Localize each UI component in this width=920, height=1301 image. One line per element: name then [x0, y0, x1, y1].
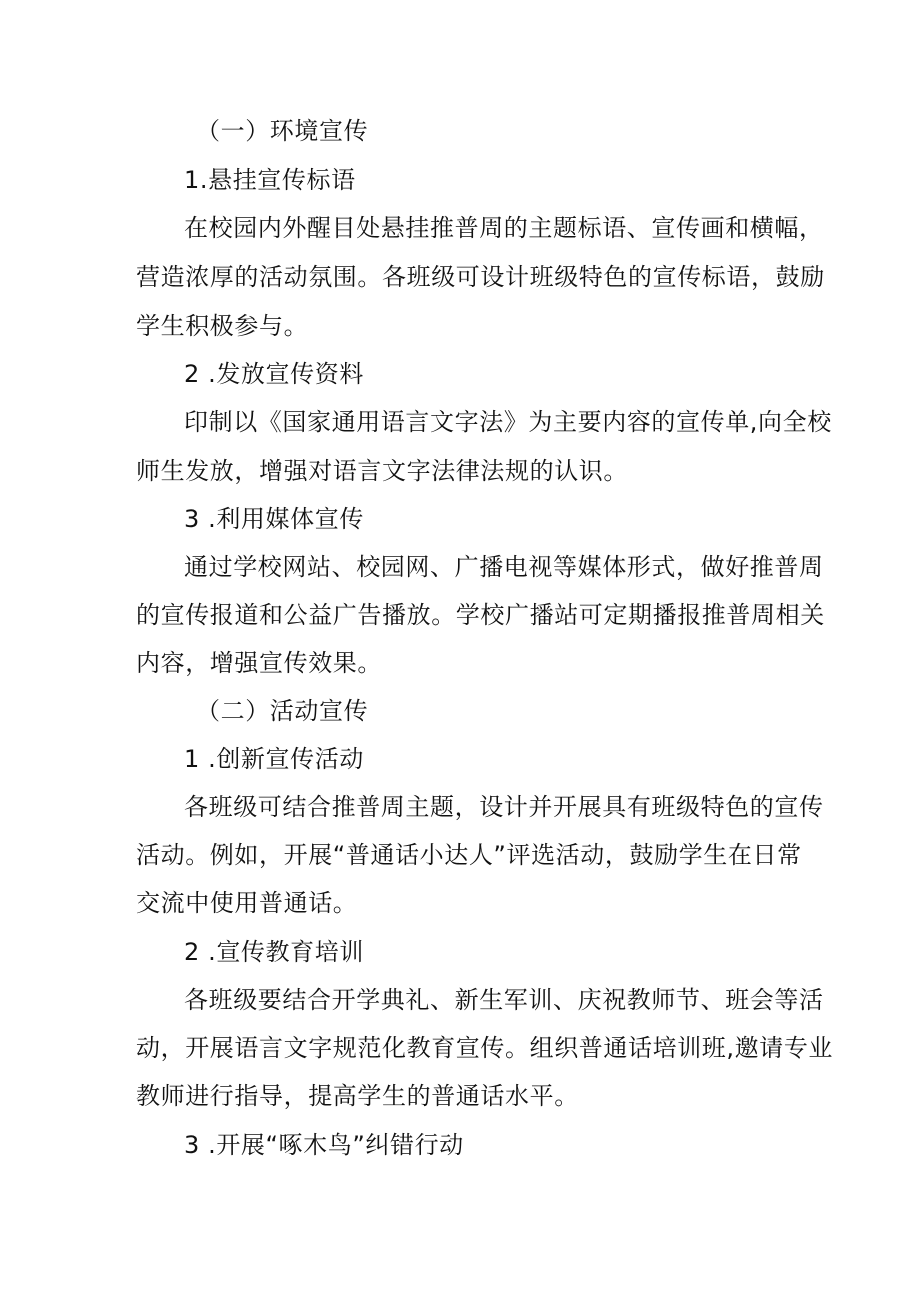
paragraph-line: 动，开展语言文字规范化教育宣传。组织普通话培训班,邀请专业 — [136, 1034, 834, 1062]
paragraph-line: 各班级要结合开学典礼、新生军训、庆祝教师节、班会等活 — [184, 986, 824, 1014]
item-heading-media-publicity: 3 .利用媒体宣传 — [184, 505, 364, 533]
section-heading-environment: （一）环境宣传 — [196, 117, 369, 145]
paragraph-line: 交流中使用普通话。 — [136, 889, 358, 917]
item-heading-hang-slogans: 1.悬挂宣传标语 — [184, 166, 356, 194]
paragraph-line: 活动。例如，开展“普通话小达人”评选活动，鼓励学生在日常 — [136, 841, 802, 869]
item-heading-distribute-materials: 2 .发放宣传资料 — [184, 360, 364, 388]
paragraph-line: 的宣传报道和公益广告播放。学校广播站可定期播报推普周相关 — [136, 601, 825, 629]
paragraph-line: 通过学校网站、校园网、广播电视等媒体形式，做好推普周 — [184, 553, 824, 581]
item-heading-education-training: 2 .宣传教育培训 — [184, 938, 364, 966]
paragraph-line: 印制以《国家通用语言文字法》为主要内容的宣传单,向全校 — [184, 408, 832, 436]
item-heading-innovative-activities: 1 .创新宣传活动 — [184, 745, 364, 773]
section-heading-activities: （二）活动宣传 — [196, 697, 369, 725]
paragraph-line: 内容，增强宣传效果。 — [136, 649, 382, 677]
paragraph-line: 各班级可结合推普周主题，设计并开展具有班级特色的宣传 — [184, 793, 824, 821]
paragraph-line: 在校园内外醒目处悬挂推普周的主题标语、宣传画和横幅， — [184, 214, 824, 242]
paragraph-line: 营造浓厚的活动氛围。各班级可设计班级特色的宣传标语，鼓励 — [136, 263, 825, 291]
paragraph-line: 师生发放，增强对语言文字法律法规的认识。 — [136, 457, 628, 485]
paragraph-line: 教师进行指导，提高学生的普通话水平。 — [136, 1082, 579, 1110]
paragraph-line: 学生积极参与。 — [136, 312, 309, 340]
item-heading-woodpecker-correction: 3 .开展“啄木鸟”纠错行动 — [184, 1131, 464, 1159]
